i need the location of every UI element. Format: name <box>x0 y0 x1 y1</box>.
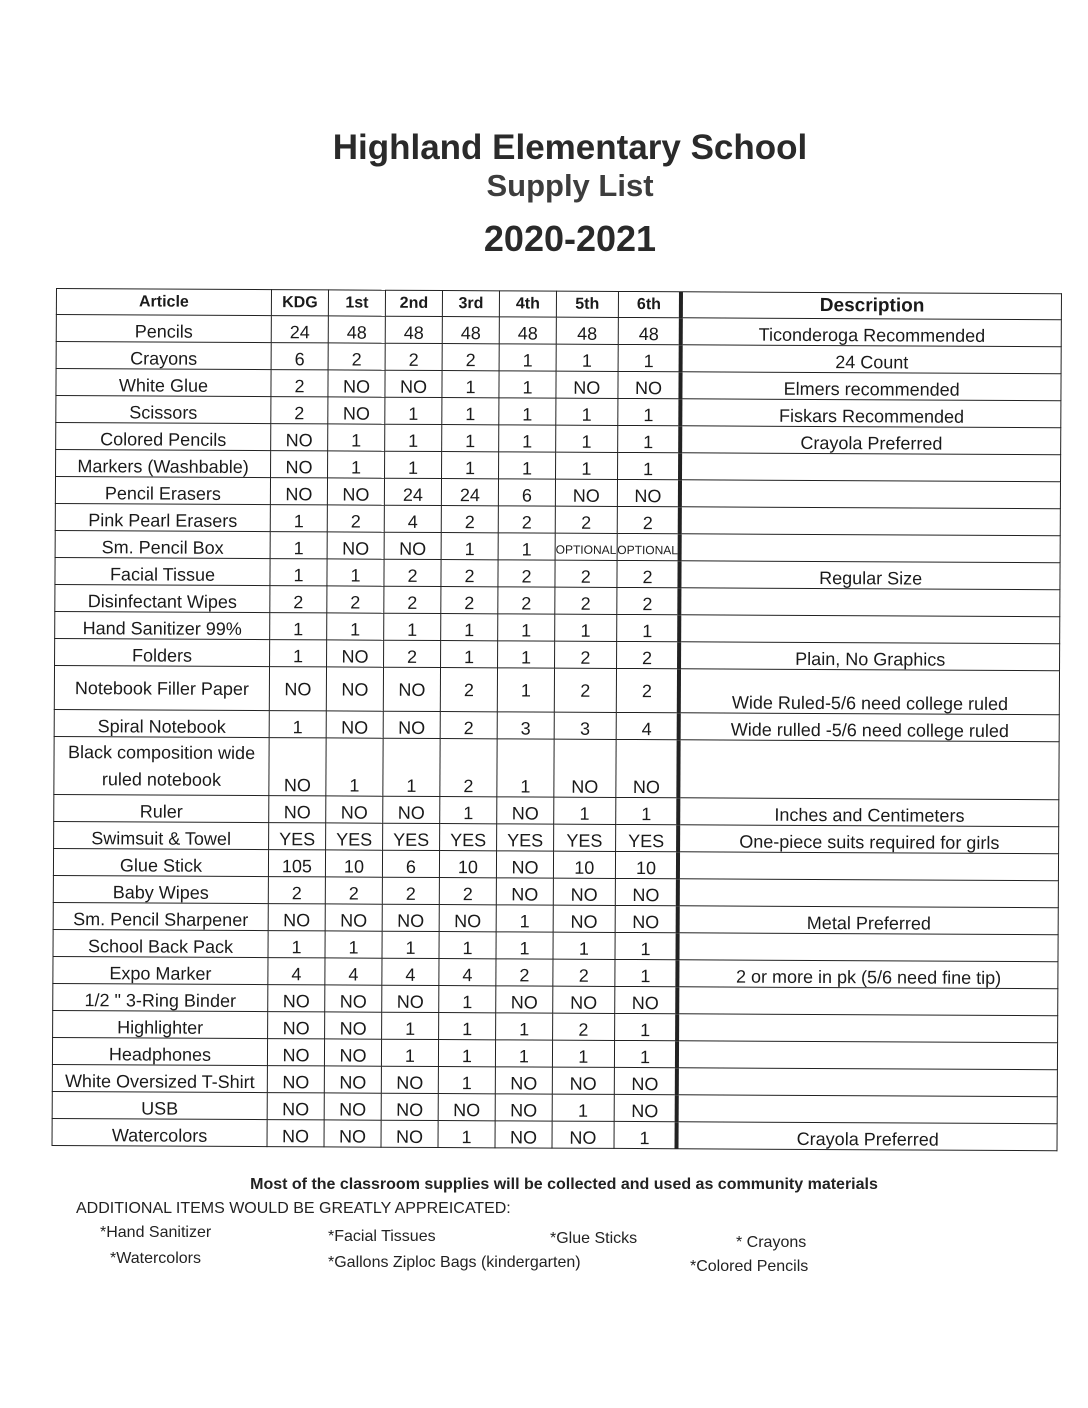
grade-cell: 1 <box>438 1067 495 1094</box>
description-cell: One-piece suits required for girls <box>678 825 1058 854</box>
grade-cell: 2 <box>327 505 384 532</box>
grade-cell: 2 <box>442 344 499 371</box>
grade-cell: 1 <box>556 425 618 452</box>
grade-cell: NO <box>496 851 553 878</box>
community-note: Most of the classroom supplies will be collected and used as community materials <box>250 1176 878 1193</box>
description-cell <box>679 740 1059 800</box>
grade-cell: NO <box>269 738 326 796</box>
grade-cell: 2 <box>271 397 328 424</box>
grade-cell: 1 <box>385 397 442 424</box>
grade-cell: NO <box>496 986 553 1013</box>
grade-cell: 1 <box>442 452 499 479</box>
grade-cell: 1 <box>383 738 440 796</box>
grade-cell: NO <box>269 667 326 711</box>
description-cell: Crayola Preferred <box>677 1122 1057 1151</box>
grade-cell: YES <box>383 823 440 850</box>
grade-cell: YES <box>554 824 616 851</box>
grade-cell: 4 <box>616 712 679 739</box>
article-cell: Pencil Erasers <box>55 477 270 505</box>
grade-cell: NO <box>496 878 553 905</box>
grade-cell: NO <box>327 640 384 667</box>
article-cell: Crayons <box>56 342 271 370</box>
grade-cell: 2 <box>328 343 385 370</box>
grade-cell: 2 <box>616 641 679 668</box>
grade-cell: 2 <box>384 559 441 586</box>
column-header: 5th <box>556 291 618 317</box>
grade-cell: 2 <box>441 560 498 587</box>
grade-cell: 1 <box>617 398 680 425</box>
grade-cell: 2 <box>498 587 555 614</box>
grade-cell: 2 <box>440 739 497 797</box>
grade-cell: NO <box>268 985 325 1012</box>
grade-cell: NO <box>618 371 681 398</box>
grade-cell: NO <box>439 905 496 932</box>
article-cell: Colored Pencils <box>56 423 271 451</box>
grade-cell: 1 <box>270 532 327 559</box>
grade-cell: 1 <box>554 797 616 824</box>
grade-cell: 1 <box>385 451 442 478</box>
description-cell <box>680 480 1060 509</box>
description-cell: Regular Size <box>680 561 1060 590</box>
grade-cell: 1 <box>615 932 678 959</box>
article-cell <box>54 736 269 795</box>
extra-item: *Gallons Ziploc Bags (kindergarten) <box>328 1254 581 1271</box>
grade-cell: 6 <box>382 850 439 877</box>
grade-cell: 1 <box>499 452 556 479</box>
grade-cell: 2 <box>441 506 498 533</box>
grade-cell: NO <box>327 532 384 559</box>
grade-cell: 105 <box>268 850 325 877</box>
grade-cell: OPTIONAL <box>617 533 680 560</box>
grade-cell: 1 <box>499 371 556 398</box>
grade-cell: NO <box>553 905 615 932</box>
grade-cell: 1 <box>553 932 615 959</box>
grade-cell: NO <box>552 1121 614 1148</box>
grade-cell: NO <box>495 1067 552 1094</box>
grade-cell: YES <box>497 824 554 851</box>
grade-cell: NO <box>495 1094 552 1121</box>
column-header: Description <box>681 292 1061 320</box>
grade-cell: NO <box>267 1066 324 1093</box>
extra-item: *Watercolors <box>110 1250 201 1267</box>
grade-cell: NO <box>326 711 383 738</box>
grade-cell: 3 <box>497 712 554 739</box>
article-cell: Disinfectant Wipes <box>55 584 270 612</box>
extra-item: *Colored Pencils <box>690 1258 809 1275</box>
column-header: 1st <box>328 290 385 316</box>
grade-cell: 1 <box>441 614 498 641</box>
grade-cell: NO <box>270 478 327 505</box>
grade-cell: YES <box>615 824 678 851</box>
grade-cell: 1 <box>268 931 325 958</box>
article-cell: Markers (Washbable) <box>56 450 271 478</box>
article-cell: Expo Marker <box>53 956 268 984</box>
grade-cell: 2 <box>616 668 679 712</box>
grade-cell: 1 <box>495 1040 552 1067</box>
grade-cell: 1 <box>438 1121 495 1148</box>
article-cell: Ruler <box>54 794 269 822</box>
grade-cell: NO <box>383 667 440 711</box>
grade-cell: 6 <box>498 479 555 506</box>
column-header: Article <box>56 289 271 316</box>
grade-cell: 1 <box>614 1040 677 1067</box>
grade-cell: NO <box>553 878 615 905</box>
description-cell: Plain, No Graphics <box>679 642 1059 671</box>
grade-cell: NO <box>381 1120 438 1147</box>
grade-cell: 1 <box>270 613 327 640</box>
grade-cell: 48 <box>556 317 618 344</box>
grade-cell: NO <box>267 1093 324 1120</box>
grade-cell: 1 <box>499 398 556 425</box>
article-cell: Pencils <box>56 315 271 343</box>
grade-cell: 1 <box>442 425 499 452</box>
grade-cell: 2 <box>617 560 680 587</box>
grade-cell: NO <box>384 532 441 559</box>
grade-cell: NO <box>383 796 440 823</box>
description-cell: Wide rulled -5/6 need college ruled <box>679 713 1059 742</box>
description-cell <box>677 1014 1057 1043</box>
school-year: 2020-2021 <box>483 218 657 259</box>
article-cell: Sm. Pencil Sharpener <box>53 902 268 930</box>
grade-cell: NO <box>382 985 439 1012</box>
grade-cell: NO <box>614 1094 677 1121</box>
grade-cell: YES <box>326 823 383 850</box>
grade-cell: 1 <box>385 424 442 451</box>
article-line: ruled notebook <box>101 768 222 790</box>
grade-cell: NO <box>269 796 326 823</box>
article-cell: White Glue <box>56 369 271 397</box>
grade-cell: 4 <box>268 958 325 985</box>
extra-item: * Crayons <box>736 1234 807 1251</box>
grade-cell: 2 <box>498 560 555 587</box>
grade-cell: 24 <box>384 478 441 505</box>
grade-cell: NO <box>324 1066 381 1093</box>
description-cell: Wide Ruled-5/6 need college ruled <box>679 669 1059 715</box>
grade-cell: 48 <box>442 317 499 344</box>
article-cell: Folders <box>55 638 270 666</box>
grade-cell: 10 <box>553 851 615 878</box>
description-cell <box>677 1095 1057 1124</box>
grade-cell: 1 <box>327 559 384 586</box>
grade-cell: 1 <box>618 344 681 371</box>
description-cell: 24 Count <box>681 345 1061 374</box>
grade-cell: NO <box>616 739 679 797</box>
article-cell: Pink Pearl Erasers <box>55 503 270 531</box>
grade-cell: NO <box>555 479 617 506</box>
grade-cell: NO <box>554 739 616 797</box>
grade-cell: 4 <box>384 505 441 532</box>
grade-cell: NO <box>325 904 382 931</box>
description-cell: Crayola Preferred <box>681 426 1061 455</box>
grade-cell: NO <box>267 1039 324 1066</box>
grade-cell: 1 <box>497 668 554 712</box>
grade-cell: NO <box>326 667 383 711</box>
school-name: Highland Elementary School <box>332 128 808 167</box>
column-header: 6th <box>618 291 681 317</box>
grade-cell: 1 <box>498 533 555 560</box>
article-cell: Scissors <box>56 396 271 424</box>
grade-cell: 1 <box>381 1039 438 1066</box>
article-cell: Hand Sanitizer 99% <box>55 611 270 639</box>
grade-cell: 2 <box>440 668 497 712</box>
grade-cell: 48 <box>618 317 681 344</box>
grade-cell: 48 <box>499 317 556 344</box>
grade-cell: 2 <box>384 586 441 613</box>
grade-cell: 2 <box>617 506 680 533</box>
grade-cell: NO <box>328 397 385 424</box>
article-cell: White Oversized T-Shirt <box>52 1064 267 1092</box>
grade-cell: 2 <box>270 586 327 613</box>
grade-cell: 48 <box>385 316 442 343</box>
grade-cell: 1 <box>382 1012 439 1039</box>
description-cell <box>677 1068 1057 1097</box>
grade-cell: 2 <box>555 587 617 614</box>
column-header: 3rd <box>442 291 499 317</box>
grade-cell: 2 <box>555 560 617 587</box>
grade-cell: 1 <box>384 613 441 640</box>
grade-cell: 1 <box>614 1013 677 1040</box>
grade-cell: 1 <box>552 1094 614 1121</box>
grade-cell: 1 <box>497 739 554 797</box>
grade-cell: 1 <box>270 559 327 586</box>
article-cell: Facial Tissue <box>55 557 270 585</box>
description-cell: Inches and Centimeters <box>679 798 1059 827</box>
grade-cell: NO <box>438 1094 495 1121</box>
article-cell: Glue Stick <box>53 848 268 876</box>
grade-cell: NO <box>552 1067 614 1094</box>
grade-cell: 1 <box>499 425 556 452</box>
grade-cell: NO <box>615 878 678 905</box>
grade-cell: 1 <box>441 641 498 668</box>
grade-cell: 2 <box>268 877 325 904</box>
grade-cell: NO <box>324 1039 381 1066</box>
grade-cell: 1 <box>441 533 498 560</box>
grade-cell: 1 <box>617 425 680 452</box>
description-cell <box>678 987 1058 1016</box>
grade-cell: NO <box>381 1093 438 1120</box>
grade-cell: NO <box>617 479 680 506</box>
grade-cell: 1 <box>615 959 678 986</box>
grade-cell: 2 <box>325 877 382 904</box>
grade-cell: 1 <box>499 344 556 371</box>
grade-cell: NO <box>553 986 615 1013</box>
grade-cell: 1 <box>382 931 439 958</box>
grade-cell: NO <box>324 1093 381 1120</box>
grade-cell: 2 <box>439 878 496 905</box>
column-header: 2nd <box>385 290 442 316</box>
grade-cell: NO <box>325 985 382 1012</box>
grade-cell: 2 <box>384 640 441 667</box>
article-cell: USB <box>52 1091 267 1119</box>
grade-cell: 1 <box>439 1013 496 1040</box>
grade-cell: 1 <box>438 1040 495 1067</box>
grade-cell: 4 <box>325 958 382 985</box>
column-header: KDG <box>271 290 328 316</box>
grade-cell: NO <box>267 1120 324 1147</box>
table-row <box>54 736 1059 799</box>
grade-cell: NO <box>556 371 618 398</box>
grade-cell: 1 <box>616 614 679 641</box>
grade-cell: NO <box>327 478 384 505</box>
supply-table <box>52 288 1062 1151</box>
grade-cell: 3 <box>554 712 616 739</box>
description-cell <box>680 507 1060 536</box>
grade-cell: 2 <box>555 506 617 533</box>
description-cell: Ticonderoga Recommended <box>681 318 1061 347</box>
grade-cell: 1 <box>617 452 680 479</box>
grade-cell: 2 <box>440 712 497 739</box>
grade-cell: 1 <box>496 932 553 959</box>
grade-cell: 1 <box>325 931 382 958</box>
article-line: Black composition wide <box>67 741 256 763</box>
grade-cell: NO <box>271 451 328 478</box>
grade-cell: 6 <box>271 343 328 370</box>
grade-cell: 2 <box>271 370 328 397</box>
grade-cell: NO <box>615 905 678 932</box>
grade-cell: 1 <box>442 398 499 425</box>
article-cell: Swimsuit & Towel <box>54 821 269 849</box>
grade-cell: 1 <box>556 398 618 425</box>
grade-cell: 4 <box>439 959 496 986</box>
grade-cell: 2 <box>385 343 442 370</box>
extra-item: *Facial Tissues <box>328 1228 436 1245</box>
grade-cell: 2 <box>553 959 615 986</box>
grade-cell: 1 <box>615 797 678 824</box>
grade-cell: NO <box>271 424 328 451</box>
article-cell: Spiral Notebook <box>54 709 269 737</box>
grade-cell: 2 <box>382 877 439 904</box>
grade-cell: NO <box>326 796 383 823</box>
list-subtitle: Supply List <box>486 168 654 203</box>
grade-cell: NO <box>614 986 677 1013</box>
grade-cell: 1 <box>439 986 496 1013</box>
grade-cell: 1 <box>328 424 385 451</box>
additional-items-heading: ADDITIONAL ITEMS WOULD BE GREATLY APPREICATED: <box>76 1200 511 1217</box>
grade-cell: 2 <box>327 586 384 613</box>
extra-item: *Hand Sanitizer <box>100 1224 212 1241</box>
grade-cell: 1 <box>496 905 553 932</box>
grade-cell: 2 <box>441 587 498 614</box>
grade-cell: NO <box>383 711 440 738</box>
grade-cell: OPTIONAL <box>555 533 617 560</box>
column-header: 4th <box>499 291 556 317</box>
grade-cell: 10 <box>615 851 678 878</box>
article-cell: Headphones <box>52 1037 267 1065</box>
grade-cell: 2 <box>616 587 679 614</box>
article-cell: Sm. Pencil Box <box>55 530 270 558</box>
description-cell: Metal Preferred <box>678 906 1058 935</box>
article-cell: Watercolors <box>52 1118 267 1146</box>
article-cell: 1/2 " 3-Ring Binder <box>53 983 268 1011</box>
grade-cell: 1 <box>326 738 383 796</box>
grade-cell: 1 <box>327 613 384 640</box>
grade-cell: 1 <box>555 614 617 641</box>
grade-cell: NO <box>382 904 439 931</box>
grade-cell: 1 <box>328 451 385 478</box>
article-cell: Baby Wipes <box>53 875 268 903</box>
article-cell: Highlighter <box>53 1010 268 1038</box>
grade-cell: 1 <box>270 640 327 667</box>
grade-cell: NO <box>495 1121 552 1148</box>
grade-cell: 2 <box>554 668 616 712</box>
table-body <box>52 315 1061 1151</box>
description-cell <box>680 453 1060 482</box>
grade-cell: YES <box>269 823 326 850</box>
grade-cell: 1 <box>614 1121 677 1148</box>
article-cell: School Back Pack <box>53 929 268 957</box>
description-cell: Fiskars Recommended <box>681 399 1061 428</box>
grade-cell: NO <box>324 1120 381 1147</box>
description-cell: Elmers recommended <box>681 372 1061 401</box>
grade-cell: 1 <box>269 711 326 738</box>
grade-cell: 2 <box>498 506 555 533</box>
description-cell <box>678 852 1058 881</box>
grade-cell: YES <box>440 824 497 851</box>
grade-cell: 4 <box>382 958 439 985</box>
grade-cell: 24 <box>271 316 328 343</box>
grade-cell: NO <box>614 1067 677 1094</box>
grade-cell: 1 <box>498 614 555 641</box>
grade-cell: 1 <box>496 1013 553 1040</box>
grade-cell: 48 <box>328 316 385 343</box>
description-cell <box>680 615 1060 644</box>
grade-cell: NO <box>497 797 554 824</box>
extra-item: *Glue Sticks <box>550 1230 638 1247</box>
grade-cell: 1 <box>270 505 327 532</box>
grade-cell: NO <box>328 370 385 397</box>
description-cell: 2 or more in pk (5/6 need fine tip) <box>678 960 1058 989</box>
description-cell <box>678 933 1058 962</box>
grade-cell: NO <box>385 370 442 397</box>
grade-cell: 10 <box>325 850 382 877</box>
grade-cell: NO <box>268 1012 325 1039</box>
grade-cell: 2 <box>496 959 553 986</box>
grade-cell: 2 <box>553 1013 615 1040</box>
grade-cell: 24 <box>441 479 498 506</box>
description-cell <box>678 879 1058 908</box>
description-cell <box>680 588 1060 617</box>
article-cell: Notebook Filler Paper <box>54 665 269 710</box>
grade-cell: NO <box>268 904 325 931</box>
description-cell <box>677 1041 1057 1070</box>
grade-cell: 2 <box>555 641 617 668</box>
table-row <box>54 665 1059 714</box>
table-row <box>52 1118 1057 1150</box>
grade-cell: 1 <box>556 452 618 479</box>
grade-cell: 1 <box>442 371 499 398</box>
grade-cell: 10 <box>439 851 496 878</box>
grade-cell: NO <box>325 1012 382 1039</box>
grade-cell: 1 <box>552 1040 614 1067</box>
grade-cell: 1 <box>440 797 497 824</box>
grade-cell: 1 <box>439 932 496 959</box>
grade-cell: 1 <box>556 344 618 371</box>
grade-cell: 1 <box>498 641 555 668</box>
grade-cell: NO <box>381 1066 438 1093</box>
description-cell <box>680 534 1060 563</box>
